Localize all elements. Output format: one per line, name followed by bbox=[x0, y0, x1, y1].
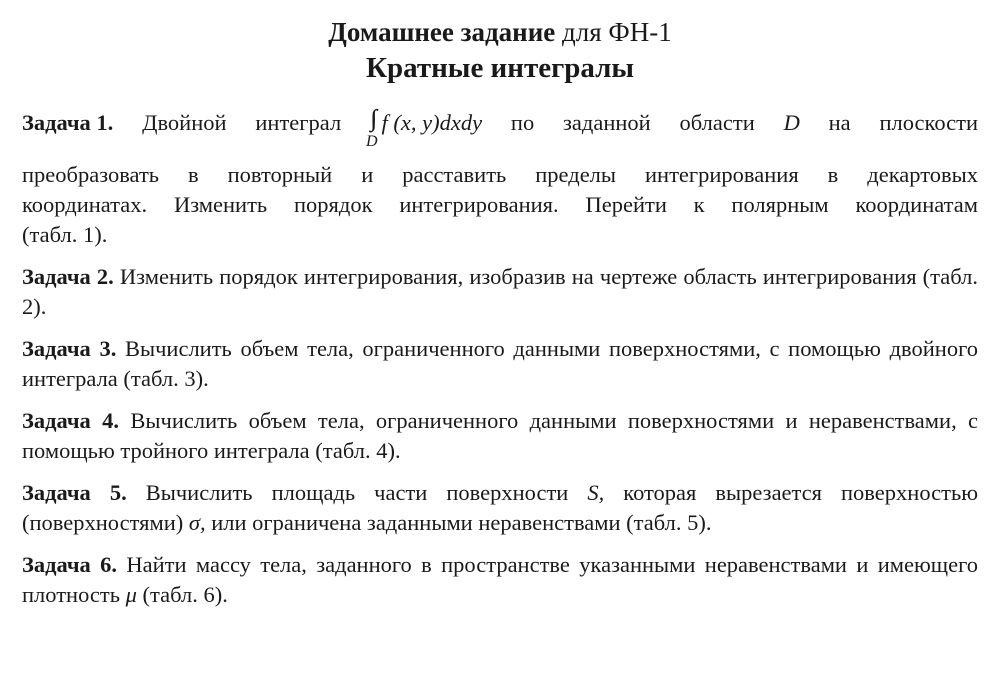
task-6 bbox=[22, 550, 978, 610]
integrand: f (x, y)dxdy bbox=[381, 110, 483, 135]
task-5-text-1: Вычислить площадь части поверхности bbox=[145, 480, 569, 505]
density-mu: μ bbox=[125, 582, 137, 607]
task-5-text-3: или ограничена заданными неравенствами (табл. 5). bbox=[211, 510, 712, 535]
double-integral-expression bbox=[365, 108, 483, 152]
task-2-label: Задача 2. bbox=[22, 264, 114, 289]
task-3-label: Задача 3. bbox=[22, 336, 117, 361]
task-1-line-4: (табл. 1). bbox=[22, 222, 108, 247]
task-6-text-1: Найти массу тела, заданного в пространстве указанными неравенствами и имеющего плотность bbox=[22, 552, 979, 607]
task-1-word: Двойной bbox=[142, 110, 227, 135]
double-integral bbox=[365, 106, 378, 150]
task-1-word: заданной bbox=[563, 110, 651, 135]
task-1-word: области bbox=[679, 110, 755, 135]
task-2 bbox=[22, 262, 978, 322]
surface-S: S, bbox=[587, 480, 605, 505]
title-bold: Домашнее задание bbox=[328, 17, 556, 47]
document-title bbox=[22, 14, 978, 50]
task-1-label: Задача 1. bbox=[22, 110, 114, 135]
integral-symbol bbox=[371, 106, 377, 132]
task-1-line-3: координатах. Изменить порядок интегрирования. Перейти к полярным координатам bbox=[22, 192, 978, 217]
task-2-text: Изменить порядок интегрирования, изобразив на чертеже область интегрирования (табл. 2). bbox=[22, 264, 978, 319]
task-6-label: Задача 6. bbox=[22, 552, 118, 577]
task-4 bbox=[22, 406, 978, 466]
task-6-text-2: (табл. 6). bbox=[142, 582, 228, 607]
task-5-label: Задача 5. bbox=[22, 480, 127, 505]
integral-domain: D bbox=[365, 133, 378, 150]
task-1-domain-D: D bbox=[783, 110, 800, 135]
task-3 bbox=[22, 334, 978, 394]
task-5-text-2: которая вырезается поверхностью (поверхностями) bbox=[22, 480, 979, 535]
task-1 bbox=[22, 108, 978, 250]
task-4-text: Вычислить объем тела, ограниченного данными поверхностями и неравенствами, с помощью тройного интеграла (табл. 4). bbox=[22, 408, 979, 463]
task-4-label: Задача 4. bbox=[22, 408, 120, 433]
title-rest: для ФН-1 bbox=[562, 17, 672, 47]
task-1-word: интеграл bbox=[255, 110, 342, 135]
task-5 bbox=[22, 478, 978, 538]
document-subtitle: Кратные интегралы bbox=[365, 52, 635, 84]
surface-sigma: σ, bbox=[188, 510, 206, 535]
task-3-text: Вычислить объем тела, ограниченного данными поверхностями, с помощью двойного интеграла (табл. 3). bbox=[22, 336, 978, 391]
task-1-word: на bbox=[828, 110, 851, 135]
task-1-line-1 bbox=[22, 108, 978, 160]
task-1-word: по bbox=[510, 110, 535, 135]
task-1-line-2: преобразовать в повторный и расставить пределы интегрирования в декартовых bbox=[22, 162, 978, 187]
task-1-word: плоскости bbox=[879, 110, 978, 135]
